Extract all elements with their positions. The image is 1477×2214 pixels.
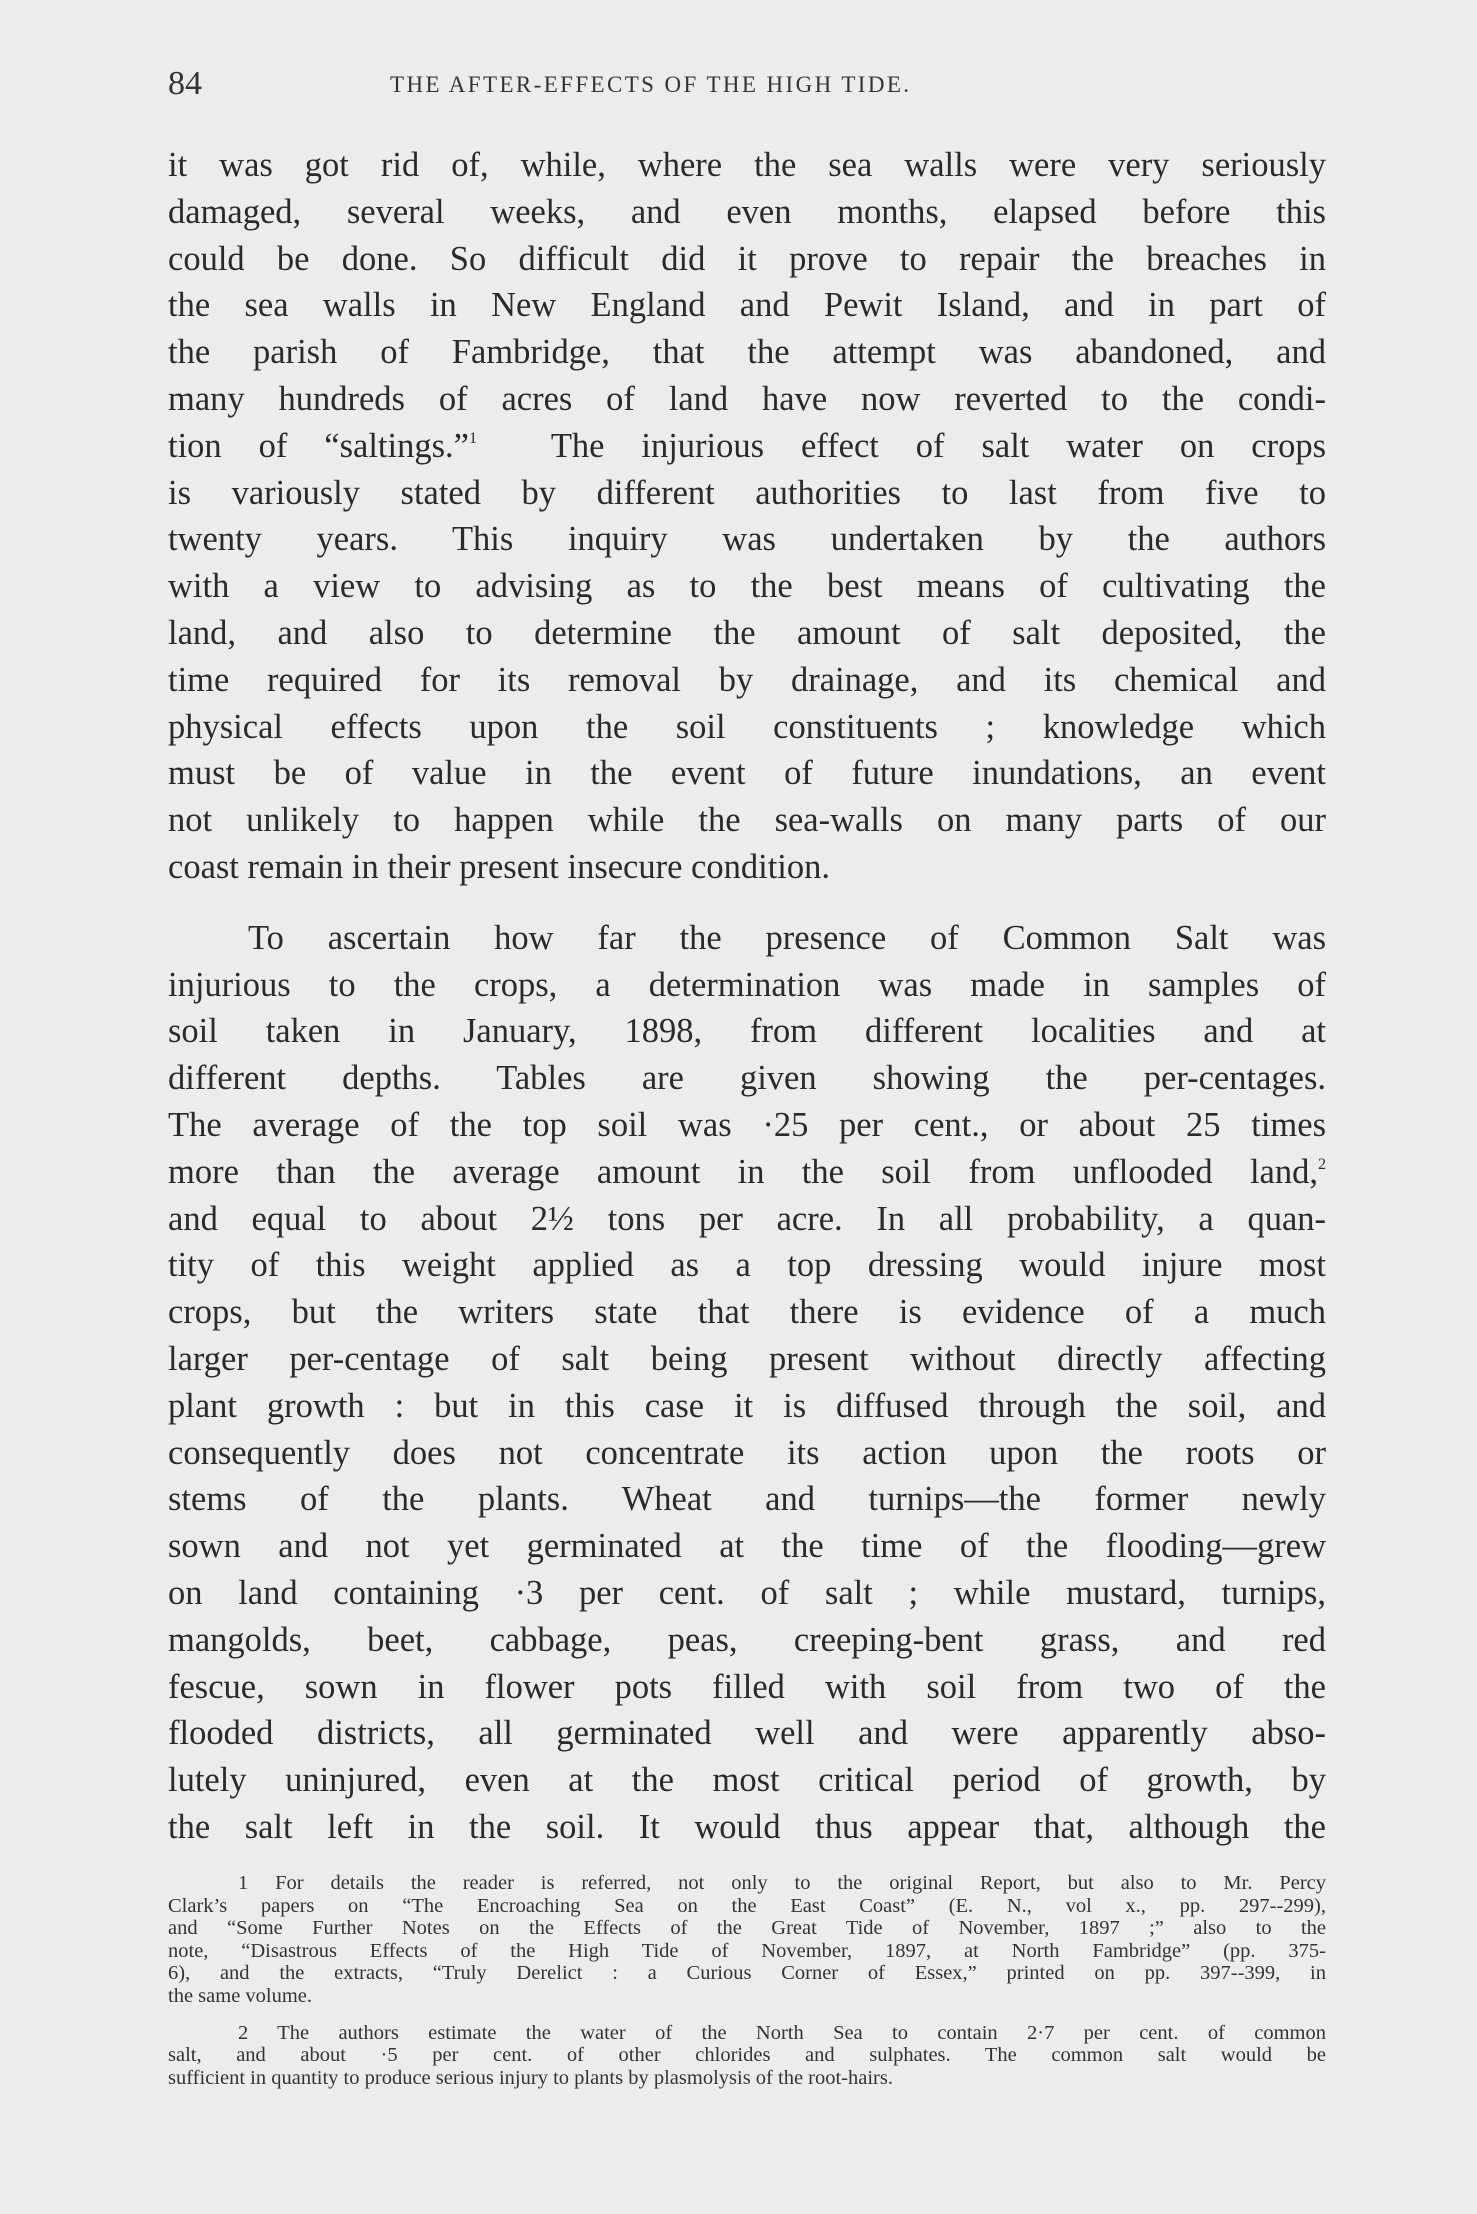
text-line: soil taken in January, 1898, from different localities and at bbox=[168, 1012, 1326, 1051]
footnote-ref-1: 1 bbox=[468, 429, 477, 447]
text-line: not unlikely to happen while the sea-walls on many parts of our bbox=[168, 801, 1326, 840]
text-line: crops, but the writers state that there is evidence of a much bbox=[168, 1293, 1326, 1332]
footnote-line: sufficient in quantity to produce serious injury to plants by plasmolysis of the root-hairs. bbox=[168, 2066, 893, 2089]
footnote-line: and “Some Further Notes on the Effects of the Great Tide of November, 1897 ;” also to the bbox=[168, 1917, 1326, 1940]
text-line: consequently does not concentrate its action upon the roots or bbox=[168, 1433, 1326, 1472]
text-line: and equal to about 2½ tons per acre. In all probability, a quan- bbox=[168, 1199, 1326, 1238]
footnote-line: Clark’s papers on “The Encroaching Sea on the East Coast” (E. N., vol x., pp. 297--299), bbox=[168, 1894, 1326, 1917]
footnote-1 bbox=[168, 1872, 1326, 2008]
text-segment: tion of “saltings.” bbox=[168, 426, 469, 465]
text-line: lutely uninjured, even at the most critical period of growth, by bbox=[168, 1761, 1326, 1800]
footnote-line: 1 For details the reader is referred, not only to the original Report, but also to Mr. Percy bbox=[238, 1872, 1326, 1894]
text-line: on land containing ·3 per cent. of salt ; while mustard, turnips, bbox=[168, 1573, 1326, 1612]
text-line: The average of the top soil was ·25 per cent., or about 25 times bbox=[168, 1105, 1326, 1144]
text-line: many hundreds of acres of land have now reverted to the condi- bbox=[168, 379, 1326, 418]
text-line: it was got rid of, while, where the sea walls were very seriously bbox=[168, 146, 1326, 184]
text-line: could be done. So difficult did it prove to repair the breaches in bbox=[168, 239, 1326, 278]
text-line: fescue, sown in flower pots filled with soil from two of the bbox=[168, 1667, 1326, 1706]
text-line: the parish of Fambridge, that the attempt was abandoned, and bbox=[168, 333, 1326, 372]
text-line: twenty years. This inquiry was undertaken by the authors bbox=[168, 520, 1326, 559]
text-segment: more than the average amount in the soil from unflooded land, bbox=[168, 1152, 1318, 1191]
text-line: is variously stated by different authorities to last from five to bbox=[168, 473, 1326, 512]
page-header bbox=[168, 62, 1326, 106]
footnote-line: salt, and about ·5 per cent. of other chlorides and sulphates. The common salt would be bbox=[168, 2044, 1326, 2067]
text-line: flooded districts, all germinated well and were apparently abso- bbox=[168, 1714, 1326, 1753]
text-line: injurious to the crops, a determination was made in samples of bbox=[168, 965, 1326, 1004]
footnote-line: 6), and the extracts, “Truly Derelict : a Curious Corner of Essex,” printed on pp. 397--399, in bbox=[168, 1962, 1326, 1985]
text-line: To ascertain how far the presence of Common Salt was bbox=[248, 918, 1326, 957]
text-line: mangolds, beet, cabbage, peas, creeping-bent grass, and red bbox=[168, 1620, 1326, 1659]
text-line: the sea walls in New England and Pewit Island, and in part of bbox=[168, 286, 1326, 325]
text-line: tity of this weight applied as a top dressing would injure most bbox=[168, 1246, 1326, 1285]
text-line: physical effects upon the soil constituents ; knowledge which bbox=[168, 707, 1326, 746]
text-line: plant growth : but in this case it is diffused through the soil, and bbox=[168, 1386, 1326, 1425]
text-line: sown and not yet germinated at the time of the flooding—grew bbox=[168, 1527, 1326, 1566]
footnote-line: the same volume. bbox=[168, 1984, 313, 2007]
text-line bbox=[168, 423, 1326, 470]
text-line: with a view to advising as to the best means of cultivating the bbox=[168, 567, 1326, 606]
text-line: coast remain in their present insecure condition. bbox=[168, 847, 830, 886]
text-line bbox=[168, 1149, 1326, 1196]
text-line: stems of the plants. Wheat and turnips—the former newly bbox=[168, 1480, 1326, 1519]
text-line: damaged, several weeks, and even months, elapsed before this bbox=[168, 192, 1326, 231]
text-line: land, and also to determine the amount of salt deposited, the bbox=[168, 613, 1326, 652]
paragraph-1 bbox=[168, 142, 1326, 891]
text-segment: The injurious effect of salt water on crops bbox=[550, 426, 1326, 465]
footnotes bbox=[168, 1872, 1326, 2089]
text-line: must be of value in the event of future inundations, an event bbox=[168, 754, 1326, 793]
footnote-ref-2: 2 bbox=[1318, 1155, 1326, 1173]
footnote-2 bbox=[168, 2022, 1326, 2090]
text-line: larger per-centage of salt being present without directly affecting bbox=[168, 1339, 1326, 1378]
text-line: time required for its removal by drainage, and its chemical and bbox=[168, 660, 1326, 699]
text-line: different depths. Tables are given showing the per-centages. bbox=[168, 1059, 1326, 1098]
paragraph-2 bbox=[168, 915, 1326, 1851]
footnote-line: note, “Disastrous Effects of the High Tide of November, 1897, at North Fambridge” (pp. 375- bbox=[168, 1939, 1326, 1962]
text-line: the salt left in the soil. It would thus appear that, although the bbox=[168, 1807, 1326, 1846]
page-number: 84 bbox=[168, 65, 202, 102]
body-text bbox=[168, 142, 1326, 1851]
running-head: THE AFTER-EFFECTS OF THE HIGH TIDE. bbox=[390, 72, 912, 97]
footnote-line: 2 The authors estimate the water of the North Sea to contain 2·7 per cent. of common bbox=[238, 2021, 1326, 2044]
